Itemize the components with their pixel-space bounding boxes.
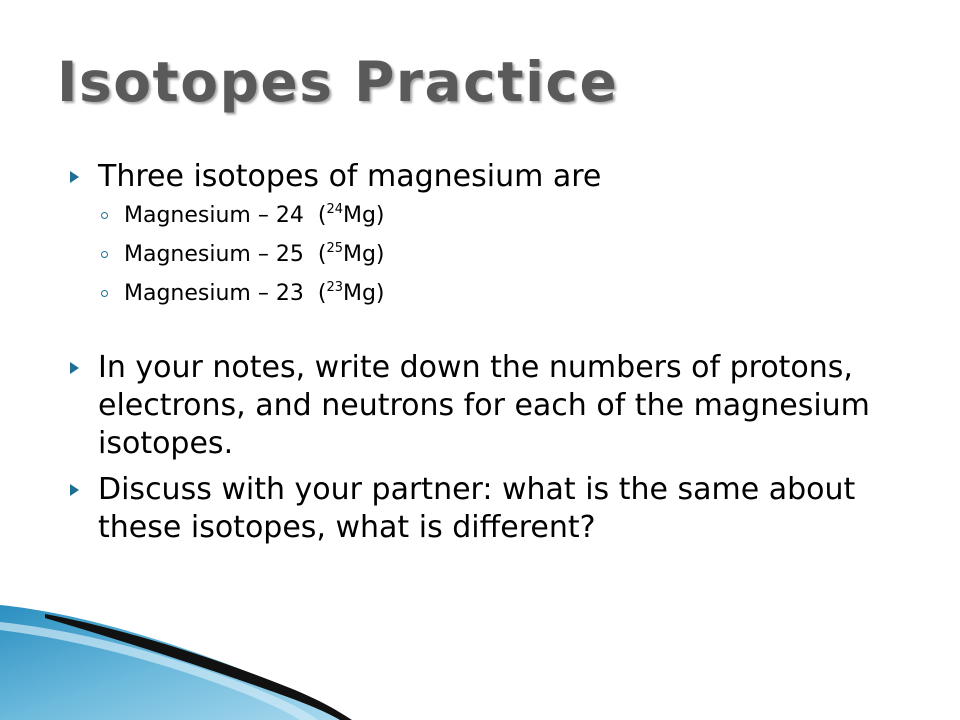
triangle-bullet-icon [70,484,79,496]
isotope-open-paren: ( [317,203,327,228]
sub-bullet-isotope-23 [70,274,890,313]
bullet-item-isotopes-intro [70,158,890,196]
isotope-mass-number: 25 [326,241,343,256]
sub-bullet-isotope-24 [70,196,890,235]
triangle-bullet-icon [70,171,79,183]
bullet-item-discussion-prompt [70,471,890,547]
isotope-open-paren: ( [317,242,327,267]
spacer [70,463,890,471]
bullet-text: Discuss with your partner: what is the same about these isotopes, what is different? [98,472,856,545]
isotope-name: Magnesium – 23 [124,281,304,306]
sub-bullet-isotope-25 [70,235,890,274]
isotope-mass-number: 24 [326,202,343,217]
isotope-open-paren: ( [317,281,327,306]
spacer [70,313,890,349]
circle-bullet-icon [101,290,108,297]
circle-bullet-icon [101,212,108,219]
isotope-symbol: Mg) [342,203,385,228]
triangle-bullet-icon [70,362,79,374]
isotope-name: Magnesium – 25 [124,242,304,267]
isotope-name: Magnesium – 24 [124,203,304,228]
circle-bullet-icon [101,251,108,258]
slide-title: Isotopes Practice [57,50,619,114]
slide-content [70,158,890,547]
bullet-text: In your notes, write down the numbers of protons, electrons, and neutrons for each of the magnesium isotopes. [98,350,870,461]
isotope-mass-number: 23 [326,280,343,295]
isotope-symbol: Mg) [342,281,385,306]
bullet-text: Three isotopes of magnesium are [98,159,602,194]
bullet-item-notes-instruction [70,349,890,463]
isotope-symbol: Mg) [342,242,385,267]
